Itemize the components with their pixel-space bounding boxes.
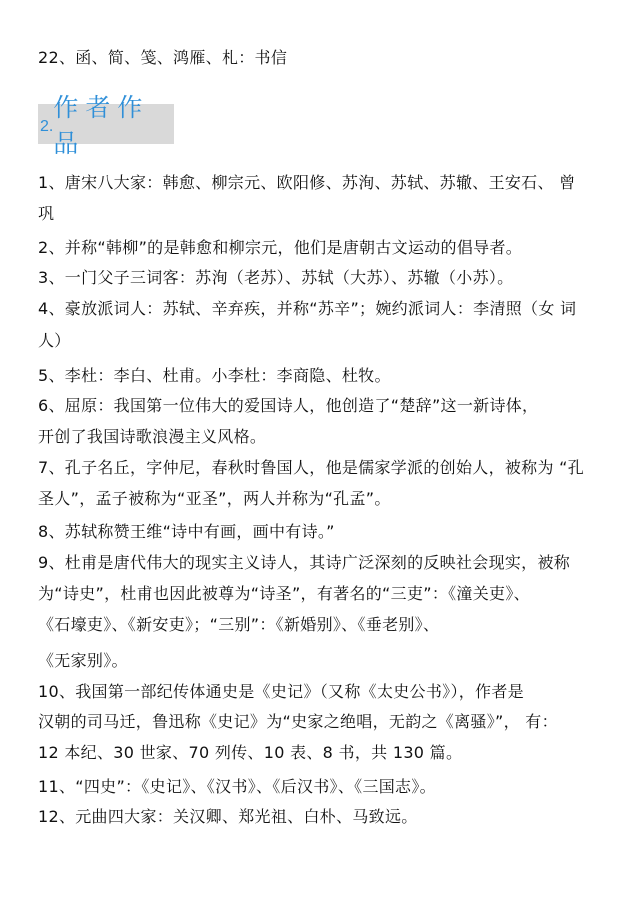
text-line: 《石壕吏》、《新安吏》；“三别”：《新婚别》、《垂老别》、 [38,615,440,634]
text-line: 4、豪放派词人：苏轼、辛弃疾，并称“苏辛”；婉约派词人：李清照（女 词 [38,299,577,318]
text-line: 8、苏轼称赞王维“诗中有画，画中有诗。” [38,522,335,541]
text-line: 人） [38,331,71,350]
text-line: 10、我国第一部纪传体通史是《史记》（又称《太史公书》），作者是 [38,682,524,701]
text-line: 圣人”，孟子被称为“亚圣”，两人并称为“孔孟”。 [38,489,391,508]
text-line: 3、一门父子三词客：苏洵（老苏）、苏轼（大苏）、苏辙（小苏）。 [38,268,514,287]
text-line: 巩 [38,204,55,223]
text-line: 11、“四史”：《史记》、《汉书》、《后汉书》、《三国志》。 [38,777,436,796]
section-number: 2. [40,118,54,135]
section-title: 作者作品 [53,93,150,158]
text-line: 12 本纪、30 世家、70 列传、10 表、8 书，共 130 篇。 [38,743,463,762]
text-line: 7、孔子名丘，字仲尼，春秋时鲁国人，他是儒家学派的创始人，被称为 “孔 [38,458,585,477]
text-line: 5、李杜：李白、杜甫。小李杜：李商隐、杜牧。 [38,366,391,385]
text-line: 9、杜甫是唐代伟大的现实主义诗人，其诗广泛深刻的反映社会现实，被称 [38,553,571,572]
text-line: 2、并称“韩柳”的是韩愈和柳宗元，他们是唐朝古文运动的倡导者。 [38,238,523,257]
text-line: 《无家别》。 [38,651,128,670]
text-line-22-letters: 22、函、简、笺、鸿雁、札：书信 [38,48,288,67]
section-heading [38,93,174,158]
text-line: 6、屈原：我国第一位伟大的爱国诗人，他创造了“楚辞”这一新诗体， [38,396,539,415]
text-line: 汉朝的司马迁，鲁迅称《史记》为“史家之绝唱，无韵之《离骚》”， 有： [38,712,558,731]
text-line: 开创了我国诗歌浪漫主义风格。 [38,427,267,446]
text-line: 1、唐宋八大家：韩愈、柳宗元、欧阳修、苏洵、苏轼、苏辙、王安石、 曾 [38,173,576,192]
text-line: 12、元曲四大家：关汉卿、郑光祖、白朴、马致远。 [38,807,418,826]
text-line: 为“诗史”，杜甫也因此被尊为“诗圣”，有著名的“三吏”：《潼关吏》、 [38,584,530,603]
